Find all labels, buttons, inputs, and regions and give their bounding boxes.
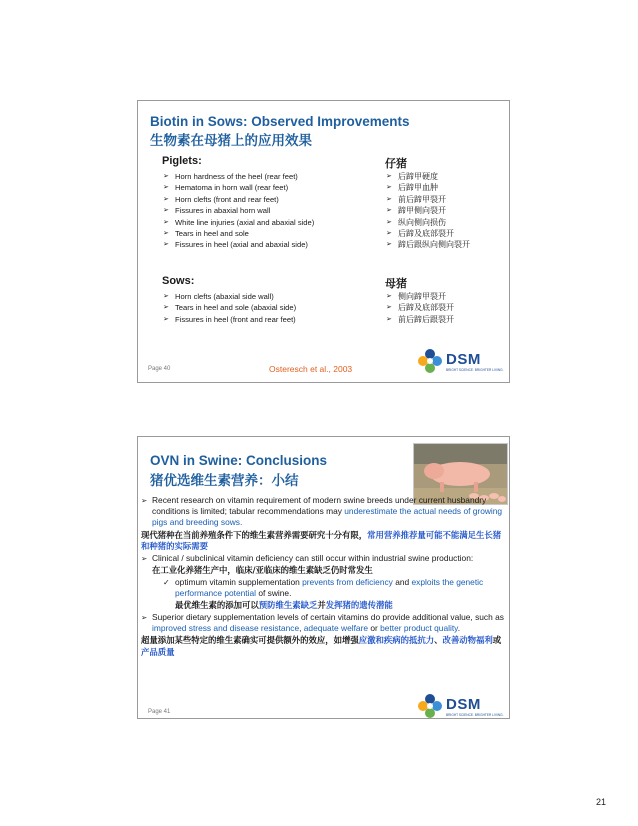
arrow-bullet-icon: ➢ xyxy=(386,206,392,215)
point-2-zh: 在工业化养猪生产中，临床/亚临床的维生素缺乏仍时常发生 xyxy=(152,565,373,575)
list-item: ➢ Tears in heel and sole (abaxial side) xyxy=(163,303,297,313)
slide-title-en: OVN in Swine: Conclusions xyxy=(150,453,328,468)
list-item: ➢ Horn hardness of the heel (rear feet) xyxy=(163,172,298,181)
arrow-bullet-icon: ➢ xyxy=(386,292,392,300)
piglets-heading-zh: 仔猪 xyxy=(385,157,407,170)
arrow-bullet-icon: ➢ xyxy=(386,229,392,238)
slide-page-label: Page 41 xyxy=(148,709,171,715)
citation: Osteresch et al., 2003 xyxy=(269,364,353,374)
list-item: ➢ 纵向侧向损伤 xyxy=(386,217,446,227)
slide-title-zh: 生物素在母猪上的应用效果 xyxy=(150,133,312,149)
arrow-bullet-icon: ➢ xyxy=(163,293,169,300)
arrow-bullet-icon: ➢ xyxy=(386,217,392,226)
list-item: ➢ 蹄后跟纵向侧向裂开 xyxy=(386,240,470,250)
list-item: ➢ Horn clefts (abaxial side wall) xyxy=(163,292,274,301)
list-item: ➢ Hematoma in horn wall (rear feet) xyxy=(163,183,289,193)
arrow-bullet-icon: ➢ xyxy=(386,172,392,180)
list-item: ➢ White line injuries (axial and abaxial side) xyxy=(163,217,315,227)
sows-list-zh xyxy=(386,291,454,325)
point-3-en: ✓ optimum vitamin supplementation prevents from deficiency and exploits the genetic performance potential of swine. xyxy=(163,576,484,598)
checkmark-icon: ✓ xyxy=(163,577,170,587)
arrow-bullet-icon: ➢ xyxy=(163,184,169,192)
piglets-list-en xyxy=(163,171,314,251)
point-3-zh: 最优维生素的添加可以预防维生素缺乏并发挥猪的遗传潜能 xyxy=(175,600,393,610)
list-item: ➢ Fissures in heel (front and rear feet) xyxy=(163,314,296,324)
arrow-bullet-icon: ➢ xyxy=(163,315,169,323)
logo-tagline: BRIGHT SCIENCE. BRIGHTER LIVING. xyxy=(446,368,504,372)
point-1-zh: 现代猪种在当前养殖条件下的维生素营养需要研究十分有限，常用营养推荐量可能不能满足生长猪和种猪的实际需要 xyxy=(141,529,502,552)
list-item: ➢ Horn clefts (front and rear feet) xyxy=(163,194,279,204)
slide-title-en: Biotin in Sows: Observed Improvements xyxy=(150,114,410,129)
slide-title-zh: 猪优选维生素营养：小结 xyxy=(150,473,299,489)
arrow-bullet-icon: ➢ xyxy=(386,183,392,192)
arrow-bullet-icon: ➢ xyxy=(163,207,169,215)
list-item: ➢ Fissures in abaxial horn wall xyxy=(163,206,271,216)
list-item: ➢ Tears in heel and sole xyxy=(163,229,249,239)
list-item: ➢ 后蹄及底部裂开 xyxy=(386,303,454,313)
sows-heading-en: Sows: xyxy=(162,275,195,287)
sows-list-en xyxy=(163,291,296,325)
list-item: ➢ 后蹄及底部裂开 xyxy=(386,229,454,239)
arrow-bullet-icon: ➢ xyxy=(141,553,148,563)
point-4-zh: 超量添加某些特定的维生素确实可提供额外的效应，如增强应激和疾病的抵抗力、改善动物福利或产品质量 xyxy=(141,635,502,657)
arrow-bullet-icon: ➢ xyxy=(163,241,169,249)
list-item: ➢ 侧向蹄甲裂开 xyxy=(386,292,446,301)
arrow-bullet-icon: ➢ xyxy=(386,240,392,249)
point-4-en: ➢ Superior dietary supplementation levels of certain vitamins do provide additional value, such as improved stress and disease resistance, adequate welfare or better product quality. xyxy=(141,611,504,633)
list-item: ➢ Fissures in heel (axial and abaxial side) xyxy=(163,240,308,250)
dsm-flower-icon xyxy=(417,693,443,719)
list-item: ➢ 后蹄甲血肿 xyxy=(386,183,438,193)
list-item: ➢ 后蹄甲硬度 xyxy=(386,172,438,181)
conclusions-body xyxy=(141,495,509,658)
slide-biotin-in-sows xyxy=(137,100,510,383)
sows-heading-zh: 母猪 xyxy=(385,277,407,290)
arrow-bullet-icon: ➢ xyxy=(163,218,169,226)
point-2-en: ➢ Clinical / subclinical vitamin deficiency can still occur within industrial swine production: xyxy=(141,552,474,563)
piglets-heading-en: Piglets: xyxy=(162,155,202,167)
document-page-number: 21 xyxy=(596,797,607,807)
list-item: ➢ 前后蹄后跟裂开 xyxy=(386,314,454,324)
arrow-bullet-icon: ➢ xyxy=(163,173,169,180)
list-item: ➢ 蹄甲侧向裂开 xyxy=(386,206,446,216)
logo-brand-text: DSM xyxy=(446,696,481,713)
arrow-bullet-icon: ➢ xyxy=(141,496,148,505)
logo-tagline: BRIGHT SCIENCE. BRIGHTER LIVING. xyxy=(446,713,504,717)
dsm-flower-icon xyxy=(417,348,443,376)
logo-brand-text: DSM xyxy=(446,351,481,368)
arrow-bullet-icon: ➢ xyxy=(163,195,169,203)
arrow-bullet-icon: ➢ xyxy=(386,303,392,312)
point-1-en: ➢ Recent research on vitamin requirement of modern swine breeds under current husbandry conditions is limited; tabular recommendations may underestimate the actual needs of growing pigs and breeding sows. xyxy=(141,495,503,528)
list-item: ➢ 前后蹄甲裂开 xyxy=(386,194,446,204)
arrow-bullet-icon: ➢ xyxy=(386,194,392,203)
arrow-bullet-icon: ➢ xyxy=(163,230,169,238)
arrow-bullet-icon: ➢ xyxy=(141,612,148,622)
dsm-logo xyxy=(417,348,503,376)
arrow-bullet-icon: ➢ xyxy=(163,304,169,312)
dsm-logo xyxy=(417,693,503,719)
slide-ovn-conclusions xyxy=(137,436,510,719)
slide-page-label: Page 40 xyxy=(148,366,171,372)
arrow-bullet-icon: ➢ xyxy=(386,314,392,323)
piglets-list-zh xyxy=(386,171,470,251)
